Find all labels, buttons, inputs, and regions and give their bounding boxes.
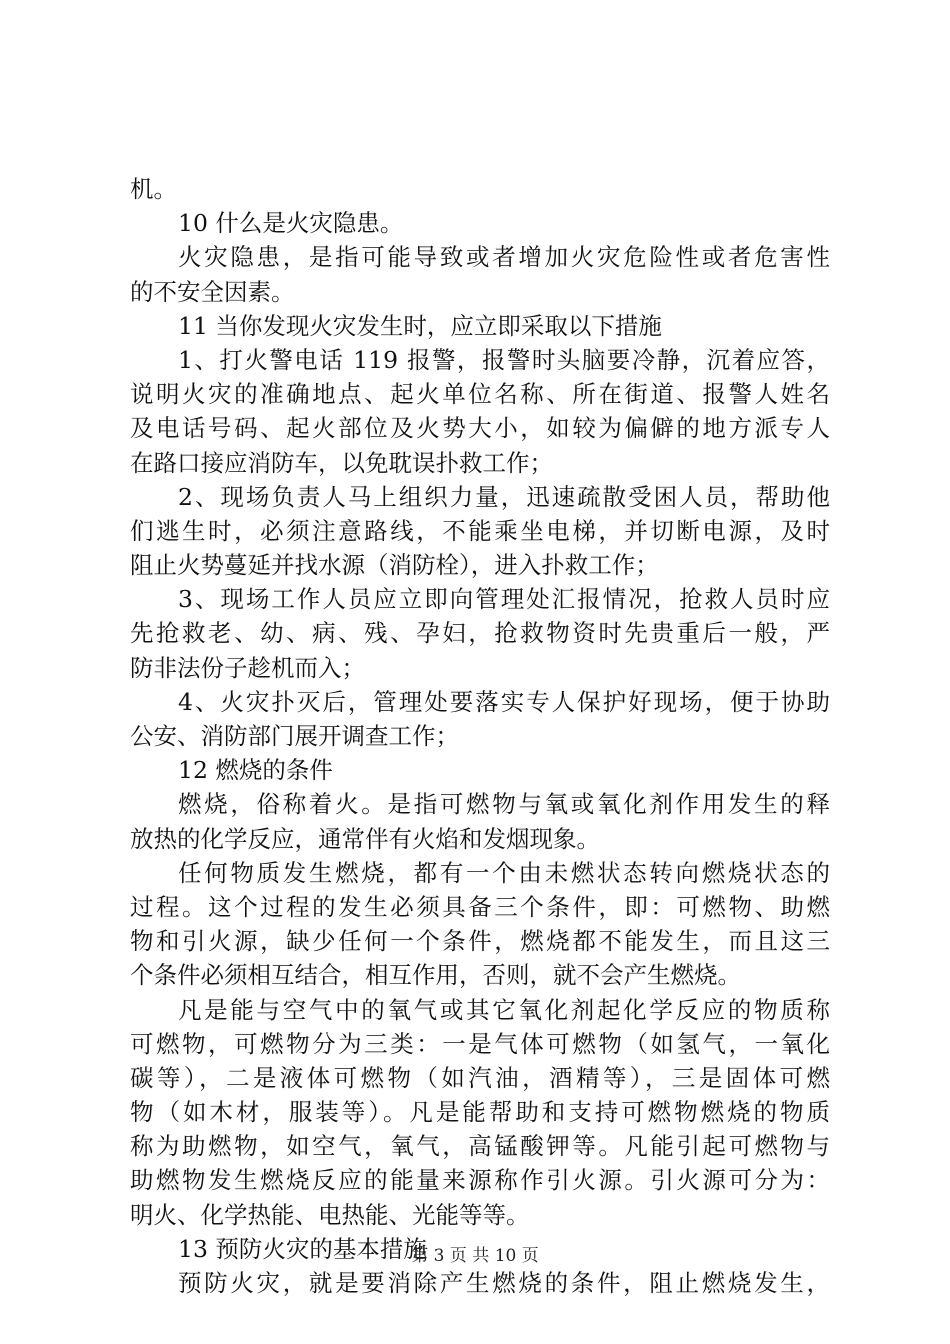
text-line: 3、现场工作人员应立即向管理处汇报情况，抢救人员时应: [178, 585, 830, 614]
text-line: 及电话号码、起火部位及火势大小，如较为偏僻的地方派专人: [130, 414, 830, 443]
text-line: 火灾隐患，是指可能导致或者增加火灾危险性或者危害性: [178, 243, 830, 272]
text-line: 凡是能与空气中的氧气或其它氧化剂起化学反应的物质称: [178, 995, 830, 1024]
section-heading: 11 当你发现火灾发生时，应立即采取以下措施: [178, 311, 662, 340]
text-line: 们逃生时，必须注意路线，不能乘坐电梯，并切断电源，及时: [130, 516, 830, 545]
text-line: 2、现场负责人马上组织力量，迅速疏散受困人员，帮助他: [178, 482, 830, 511]
text-line: 称为助燃物，如空气，氧气，高锰酸钾等。凡能引起可燃物与: [130, 1132, 830, 1161]
text-line: 物（如木材，服装等）。凡是能帮助和支持可燃物燃烧的物质: [130, 1098, 830, 1127]
section-heading: 10 什么是火灾隐患。: [178, 209, 404, 238]
text-line: 的不安全因素。: [130, 277, 295, 306]
text-line: 防非法份子趁机而入；: [130, 653, 365, 682]
section-heading: 12 燃烧的条件: [178, 756, 333, 785]
text-line: 物和引火源，缺少任何一个条件，燃烧都不能发生，而且这三: [130, 927, 830, 956]
text-line: 过程。这个过程的发生必须具备三个条件，即：可燃物、助燃: [130, 892, 830, 921]
text-line: 助燃物发生燃烧反应的能量来源称作引火源。引火源可分为：: [130, 1166, 830, 1195]
text-line: 1、打火警电话 119 报警，报警时头脑要冷静，沉着应答，: [178, 345, 830, 374]
text-line: 先抢救老、幼、病、残、孕妇，抢救物资时先贵重后一般，严: [130, 619, 830, 648]
text-line: 个条件必须相互结合，相互作用，否则，就不会产生燃烧。: [130, 961, 741, 990]
text-line: 明火、化学热能、电热能、光能等等。: [130, 1200, 530, 1229]
section-heading: 13 预防火灾的基本措施: [178, 1234, 427, 1263]
text-line: 放热的化学反应，通常伴有火焰和发烟现象。: [130, 824, 600, 853]
text-line: 可燃物，可燃物分为三类：一是气体可燃物（如氢气，一氧化: [130, 1029, 830, 1058]
text-line: 阻止火势蔓延并找水源（消防栓），进入扑救工作；: [130, 551, 659, 580]
text-line: 机。: [130, 175, 177, 203]
text-line: 任何物质发生燃烧，都有一个由未燃状态转向燃烧状态的: [178, 858, 830, 887]
text-line: 燃烧，俗称着火。是指可燃物与氧或氧化剂作用发生的释: [178, 790, 830, 819]
text-line: 说明火灾的准确地点、起火单位名称、所在街道、报警人姓名: [130, 380, 830, 409]
text-line: 公安、消防部门展开调查工作；: [130, 722, 459, 750]
document-body: [130, 172, 830, 1300]
text-line: 预防火灾，就是要消除产生燃烧的条件，阻止燃烧发生，: [178, 1269, 830, 1297]
text-line: 在路口接应消防车，以免耽误扑救工作；: [130, 448, 553, 477]
text-line: 4、火灾扑灭后，管理处要落实专人保护好现场，便于协助: [178, 687, 830, 716]
text-line: 碳等），二是液体可燃物（如汽油，酒精等），三是固体可燃: [130, 1063, 830, 1092]
page-footer: 第 3 页 共 10 页: [411, 1246, 539, 1266]
